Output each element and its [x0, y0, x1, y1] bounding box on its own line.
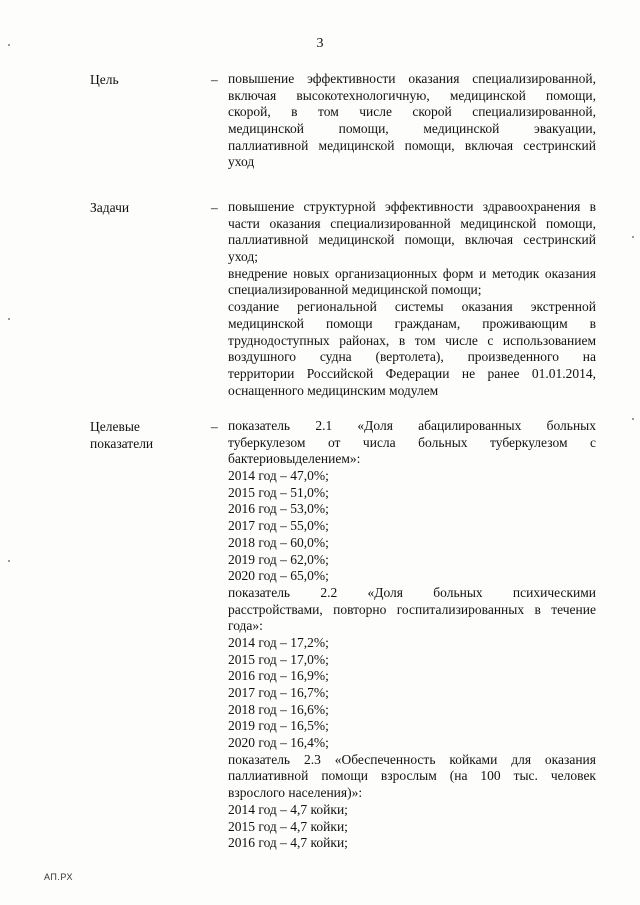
text-line: паллиативной медицинской помощи, включая сестринский — [228, 232, 596, 248]
text-line: оснащенного медицинским модулем — [228, 382, 439, 398]
text-line: 2014 год – 47,0%; — [228, 468, 329, 484]
dash-separator: – — [211, 200, 218, 215]
section-label — [90, 418, 200, 452]
text-line: 2019 год – 62,0%; — [228, 551, 329, 567]
text-line: 2015 год – 51,0%; — [228, 484, 329, 500]
text-line: показатель 2.1 «Доля абацилированных больных — [228, 418, 596, 433]
text-line: года»: — [228, 618, 263, 634]
text-line: показатель 2.3 «Обеспеченность койками для оказания — [228, 751, 596, 767]
section-text — [228, 71, 596, 171]
text-line: 2017 год – 16,7%; — [228, 685, 329, 700]
text-line: создание региональной системы оказания экстренной — [228, 299, 596, 315]
label-line: Целевые — [90, 419, 140, 434]
text-line: медицинской помощи, медицинской эвакуации, — [228, 121, 596, 137]
text-line: 2014 год – 17,2%; — [228, 634, 329, 650]
label-line: Цель — [90, 72, 119, 87]
text-line: включая высокотехнологичную, медицинской помощи, — [228, 87, 596, 103]
text-line: скорой, в том числе скорой специализированной, — [228, 104, 596, 120]
text-line: воздушного судна (вертолета), произведенного на — [228, 349, 596, 365]
text-line: туберкулезом от числа больных туберкулезом с — [228, 434, 596, 450]
dash-separator: – — [211, 72, 218, 87]
text-line: показатель 2.2 «Доля больных психическими — [228, 584, 596, 600]
text-line: 2015 год – 17,0%; — [228, 651, 329, 667]
page-number: 3 — [316, 36, 324, 51]
text-line: труднодоступных районах, в том числе с использованием — [228, 332, 596, 348]
text-line: паллиативной помощи взрослым (на 100 тыс. человек — [228, 768, 596, 784]
text-line: 2016 год – 16,9%; — [228, 668, 329, 684]
label-line: показатели — [90, 436, 154, 451]
text-line: уход; — [228, 249, 258, 265]
text-line: 2015 год – 4,7 койки; — [228, 818, 348, 834]
section-text — [228, 418, 596, 852]
label-line: Задачи — [90, 200, 130, 215]
text-line: медицинской помощи гражданам, проживающим в — [228, 315, 596, 331]
text-line: 2020 год – 65,0%; — [228, 568, 329, 584]
scan-speck — [8, 560, 10, 562]
text-line: 2018 год – 16,6%; — [228, 701, 329, 717]
section-label — [90, 71, 200, 88]
text-line: 2016 год – 4,7 койки; — [228, 835, 348, 851]
text-line: паллиативной медицинской помощи, включая сестринский — [228, 137, 596, 153]
footer-code: АП.РХ — [44, 872, 73, 882]
dash-separator: – — [211, 419, 218, 434]
text-line: расстройствами, повторно госпитализированных в течение — [228, 601, 596, 617]
scan-speck — [8, 318, 10, 320]
section-label — [90, 199, 200, 216]
scan-speck — [632, 236, 634, 238]
text-line: территории Российской Федерации не ранее 01.01.2014, — [228, 365, 596, 381]
text-line: 2014 год – 4,7 койки; — [228, 801, 348, 817]
text-line: бактериовыделением»: — [228, 451, 361, 467]
text-line: уход — [228, 154, 255, 170]
text-line: взрослого населения)»: — [228, 785, 363, 801]
text-line: 2016 год – 53,0%; — [228, 501, 329, 517]
section-text — [228, 199, 596, 399]
text-line: 2019 год – 16,5%; — [228, 718, 329, 734]
text-line: специализированной медицинской помощи; — [228, 282, 482, 298]
text-line: 2020 год – 16,4%; — [228, 735, 329, 751]
text-line: внедрение новых организационных форм и методик оказания — [228, 265, 596, 281]
text-line: повышение эффективности оказания специализированной, — [228, 71, 596, 86]
text-line: повышение структурной эффективности здравоохранения в — [228, 199, 596, 214]
text-line: части оказания специализированной медицинской помощи, — [228, 215, 596, 231]
scan-speck — [8, 44, 10, 46]
text-line: 2017 год – 55,0%; — [228, 518, 329, 534]
scan-speck — [632, 418, 634, 420]
text-line: 2018 год – 60,0%; — [228, 534, 329, 550]
